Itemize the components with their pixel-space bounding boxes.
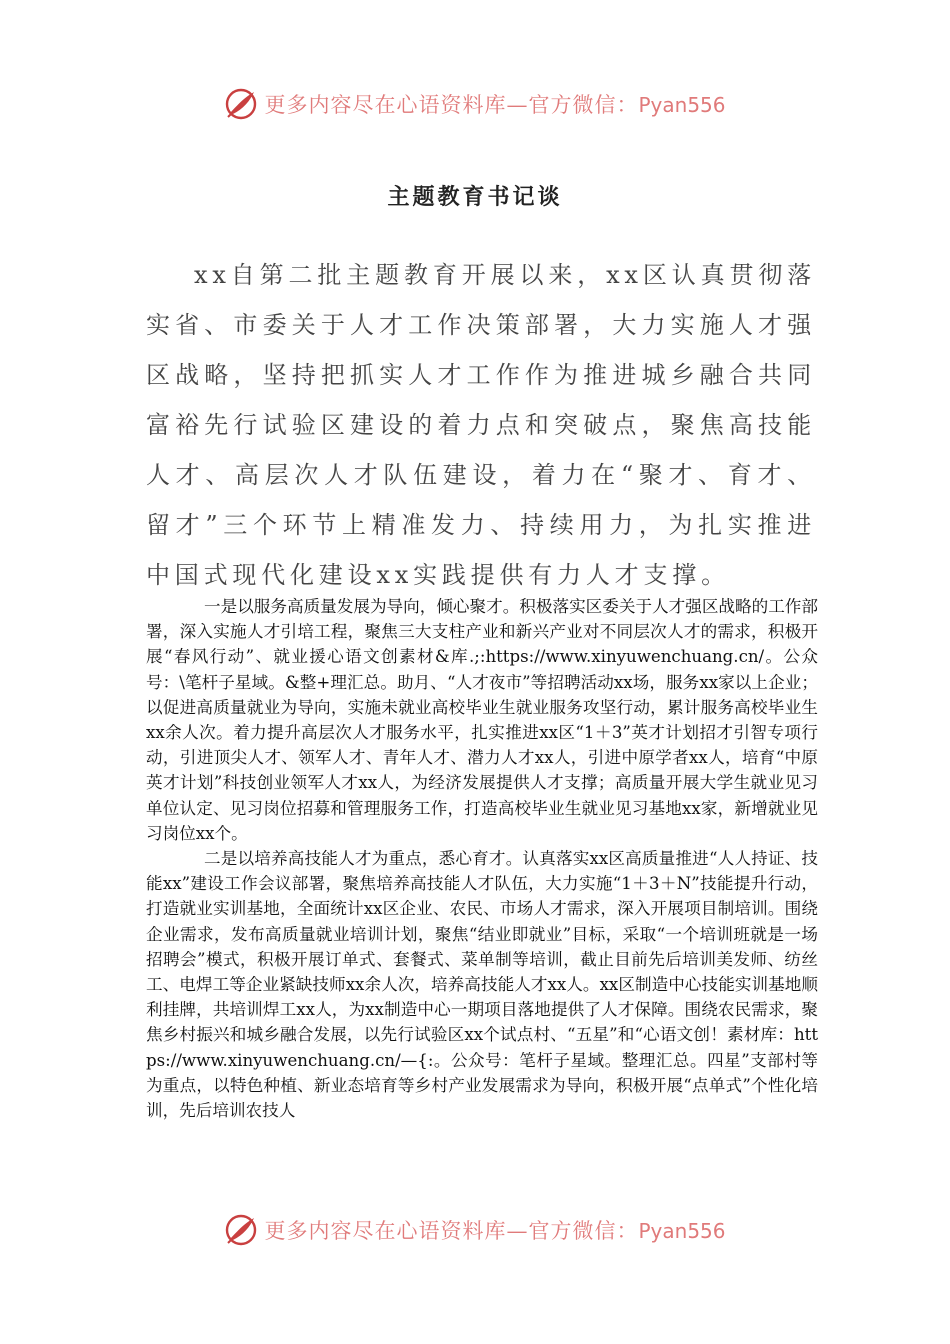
banner-text (264, 1215, 725, 1245)
banner-text-cn: 更多内容尽在心语资料库—官方微信： (264, 1219, 639, 1243)
page-title: 主题教育书记谈 (387, 185, 563, 210)
quill-logo-icon (224, 1213, 258, 1247)
document-body (146, 594, 818, 1123)
footer-banner (0, 1208, 950, 1252)
banner-text-cn: 更多内容尽在心语资料库—官方微信： (264, 93, 639, 117)
body-paragraph-1: 一是以服务高质量发展为导向，倾心聚才。积极落实区委关于人才强区战略的工作部署，深入实施人才引培工程，聚焦三大支柱产业和新兴产业对不同层次人才的需求，积极开展“春风行动”、就业援心语文创素材&库.;:https://www.xinyuwenchuang.cn/。公众号：\笔杆子星域。&整+理汇总。助月、“人才夜市”等招聘活动xx场，服务xx家以上企业；以促进高质量就业为导向，实施未就业高校毕业生就业服务攻坚行动，累计服务高校毕业生xx余人次。着力提升高层次人才服务水平，扎实推进xx区“1＋3”英才计划招才引智专项行动，引进顶尖人才、领军人才、青年人才、潜力人才xx人，引进中原学者xx人，培育“中原英才计划”科技创业领军人才xx人，为经济发展提供人才支撑；高质量开展大学生就业见习单位认定、见习岗位招募和管理服务工作，打造高校毕业生就业见习基地xx家，新增就业见习岗位xx个。 (146, 597, 818, 843)
quill-logo-icon (224, 87, 258, 121)
banner-text (264, 89, 725, 119)
banner-wechat-id: Pyan556 (638, 93, 726, 117)
banner-wechat-id: Pyan556 (638, 1219, 726, 1243)
header-banner (0, 82, 950, 126)
intro-paragraph: xx自第二批主题教育开展以来，xx区认真贯彻落实省、市委关于人才工作决策部署，大力实施人才强区战略，坚持把抓实人才工作作为推进城乡融合共同富裕先行试验区建设的着力点和突破点，聚焦高技能人才、高层次人才队伍建设，着力在“聚才、育才、留才”三个环节上精准发力、持续用力，为扎实推进中国式现代化建设xx实践提供有力人才支撑。 (146, 261, 816, 589)
body-paragraph-2: 二是以培养高技能人才为重点，悉心育才。认真落实xx区高质量推进“人人持证、技能xx”建设工作会议部署，聚焦培养高技能人才队伍，大力实施“1＋3＋N”技能提升行动，打造就业实训基地，全面统计xx区企业、农民、市场人才需求，深入开展项目制培训。围绕企业需求，发布高质量就业培训计划，聚焦“结业即就业”目标，采取“一个培训班就是一场招聘会”模式，积极开展订单式、套餐式、菜单制等培训，截止目前先后培训美发师、纺丝工、电焊工等企业紧缺技师xx余人次，培养高技能人才xx人。xx区制造中心技能实训基地顺利挂牌，共培训焊工xx人，为xx制造中心一期项目落地提供了人才保障。围绕农民需求，聚焦乡村振兴和城乡融合发展，以先行试验区xx个试点村、“五星”和“心语文创！素材库：https://www.xinyuwenchuang.cn/—{:。公众号：笔杆子星域。整理汇总。四星”支部村等为重点，以特色种植、新业态培育等乡村产业发展需求为导向，积极开展“点单式”个性化培训，先后培训农技人 (146, 849, 818, 1121)
